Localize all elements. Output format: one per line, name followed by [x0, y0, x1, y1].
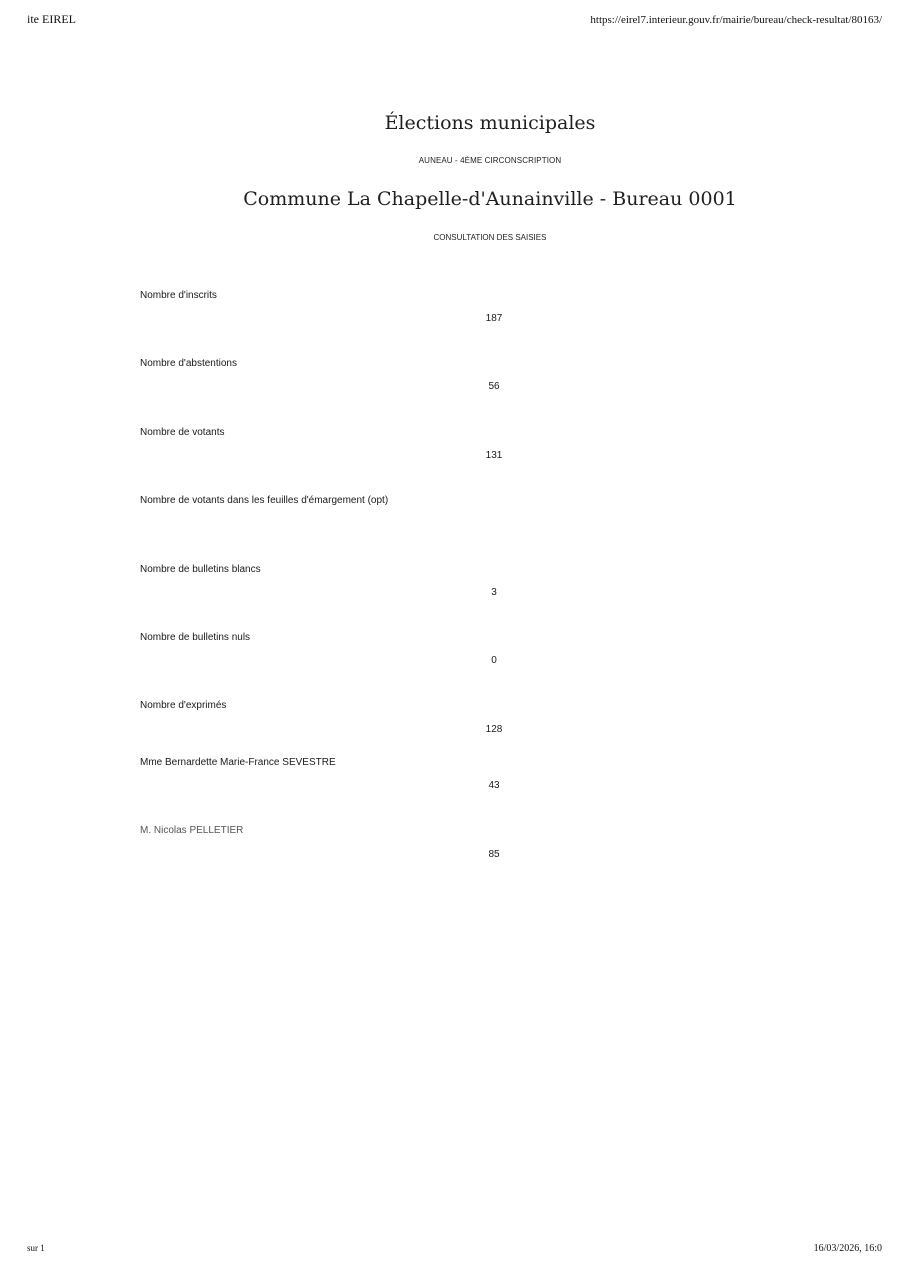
commune-bureau-heading: Commune La Chapelle-d'Aunainville - Bureau 0001 — [243, 188, 737, 210]
votants-emargement-label: Nombre de votants dans les feuilles d'émargement (opt) — [140, 495, 389, 506]
print-header-url: https://eirel7.interieur.gouv.fr/mairie/bureau/check-resultat/80163/ — [590, 14, 882, 26]
blancs-label: Nombre de bulletins blancs — [140, 564, 261, 575]
candidate-sevestre-label: Mme Bernardette Marie-France SEVESTRE — [140, 757, 336, 768]
exprimes-label: Nombre d'exprimés — [140, 700, 227, 711]
abstentions-label: Nombre d'abstentions — [140, 358, 237, 369]
candidate-pelletier-value: 85 — [488, 849, 500, 860]
page-title: Élections municipales — [384, 112, 596, 134]
votants-value: 131 — [485, 450, 503, 461]
candidate-pelletier-label: M. Nicolas PELLETIER — [140, 825, 244, 836]
circonscription-subtitle: AUNEAU - 4ÈME CIRCONSCRIPTION — [418, 156, 562, 165]
abstentions-value: 56 — [488, 381, 500, 392]
exprimes-value: 128 — [485, 724, 503, 735]
blancs-value: 3 — [491, 587, 497, 598]
print-footer-page: sur 1 — [27, 1243, 45, 1253]
nuls-value: 0 — [491, 655, 497, 666]
candidate-sevestre-value: 43 — [488, 780, 500, 791]
print-footer-timestamp: 16/03/2026, 16:0 — [813, 1243, 882, 1254]
votants-label: Nombre de votants — [140, 427, 225, 438]
section-label: CONSULTATION DES SAISIES — [433, 233, 547, 242]
inscrits-label: Nombre d'inscrits — [140, 290, 217, 301]
inscrits-value: 187 — [485, 313, 503, 324]
print-header-site: ite EIREL — [27, 12, 76, 26]
nuls-label: Nombre de bulletins nuls — [140, 632, 251, 643]
